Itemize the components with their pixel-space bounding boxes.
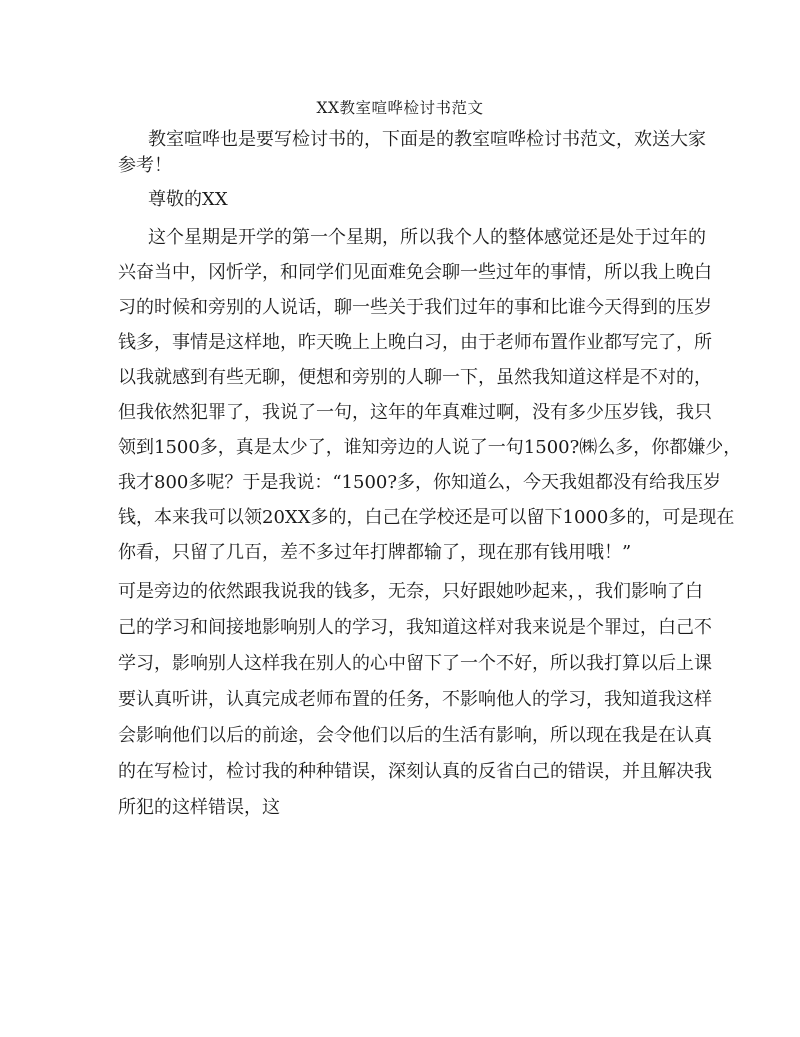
- paragraph1-line-9: 钱，本来我可以领20XX多的，白己在学校还是可以留下1000多的，可是现在: [118, 507, 735, 528]
- paragraph2-line-4: 要认真听讲，认真完成老师布置的任务，不影响他人的学习，我知道我这样: [118, 689, 712, 710]
- paragraph2-line-2: 己的学习和间接地影响别人的学习，我知道这样对我来说是个罪过，白己不: [118, 617, 712, 638]
- paragraph1-line-2: 兴奋当中，冈忻学，和同学们见面难免会聊一些过年的事情，所以我上晚白: [118, 262, 712, 283]
- paragraph1-line-8: 我才800多呢？于是我说：“1500?多，你知道么，今天我姐都没有给我压岁: [118, 472, 722, 493]
- paragraph2-line-3: 学习，影响别人这样我在别人的心中留下了一个不好，所以我打算以后上课: [118, 653, 712, 674]
- paragraph1-line-3: 习的时候和旁别的人说话，聊一些关于我们过年的事和比谁今天得到的压岁: [118, 297, 712, 318]
- paragraph1-line-5: 以我就感到有些无聊，便想和旁别的人聊一下，虽然我知道这样是不对的，: [118, 367, 712, 388]
- document-title: XX教室喧哗检讨书范文: [316, 99, 484, 117]
- salutation: 尊敬的XX: [148, 189, 228, 210]
- paragraph1-line-10: 你看，只留了几百，差不多过年打牌都输了，现在那有钱用哦！”: [118, 542, 632, 563]
- paragraph1-line-6: 但我依然犯罪了，我说了一句，这年的年真难过啊，没有多少压岁钱，我只: [118, 402, 712, 423]
- paragraph2-line-6: 的在写检讨，检讨我的种种错误，深刻认真的反省白己的错误，并且解决我: [118, 761, 712, 782]
- paragraph2-line-5: 会影响他们以后的前途，会令他们以后的生活有影响，所以现在我是在认真: [118, 725, 712, 746]
- paragraph1-line-1: 这个星期是开学的第一个星期，所以我个人的整体感觉还是处于过年的: [148, 227, 706, 248]
- paragraph1-line-7: 领到1500多，真是太少了，谁知旁边的人说了一句1500?㈱么多，你都嫌少，: [118, 437, 742, 458]
- intro-line-1: 教室喧哗也是要写检讨书的，下面是的教室喧哗检讨书范文，欢送大家: [148, 129, 706, 150]
- paragraph1-line-4: 钱多，事情是这样地，昨天晚上上晚白习，由于老师布置作业都写完了，所: [118, 332, 712, 353]
- paragraph2-line-7: 所犯的这样错误，这: [118, 797, 280, 818]
- paragraph2-line-1: 可是旁边的依然跟我说我的钱多，无奈，只好跟她吵起来，，我们影响了白: [118, 581, 703, 602]
- intro-line-2: 参考！: [118, 155, 172, 176]
